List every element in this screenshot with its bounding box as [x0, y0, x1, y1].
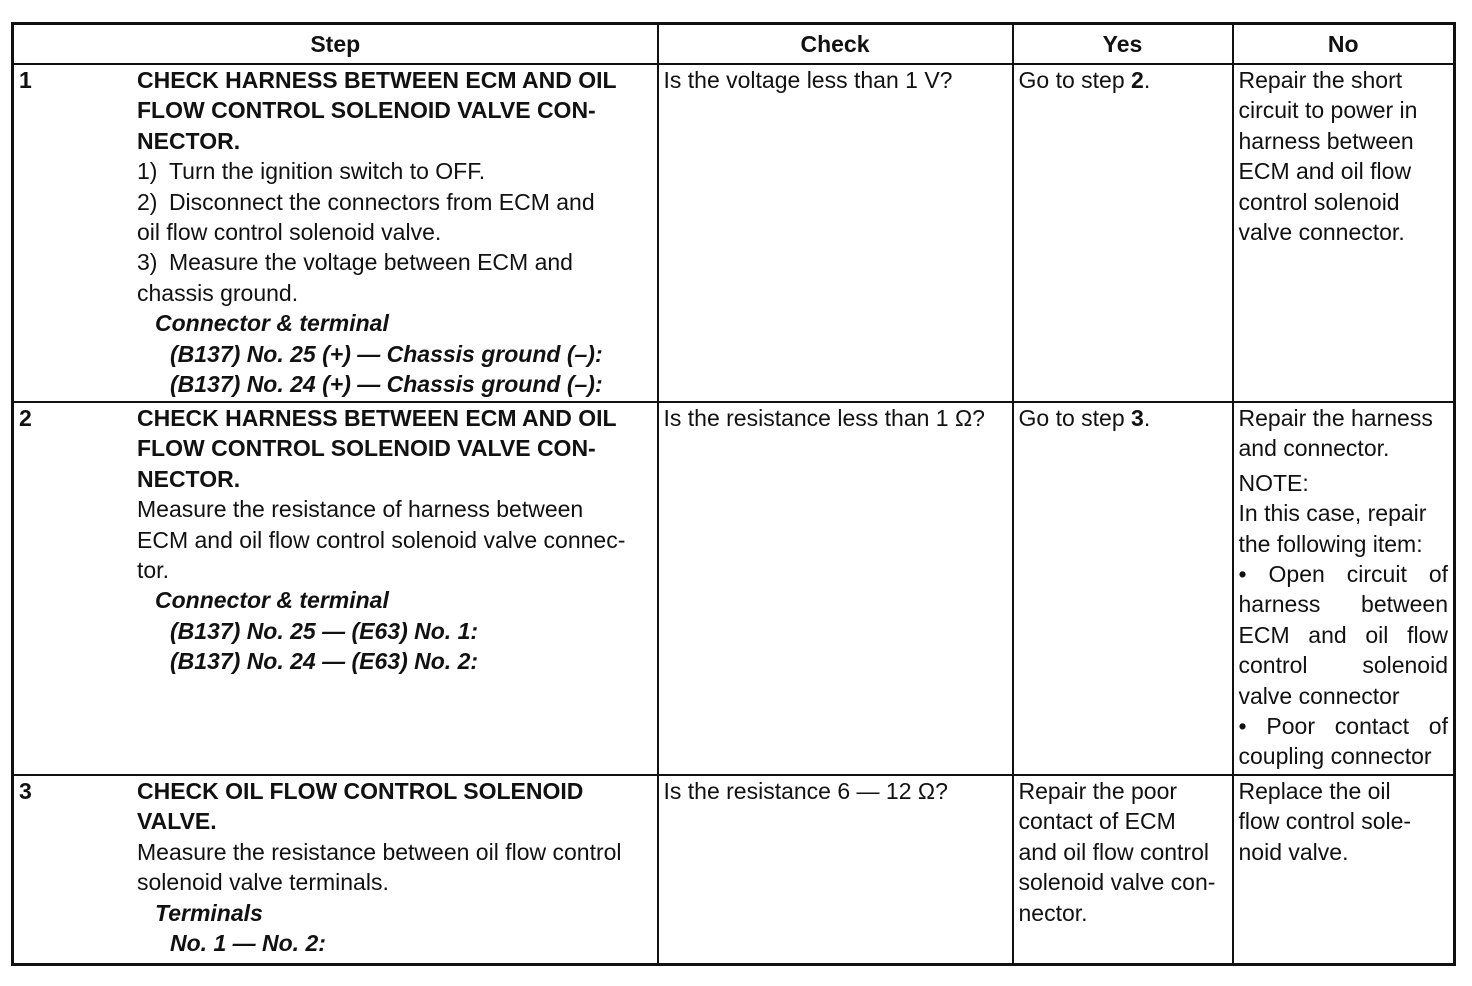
- no-line: Repair the short: [1238, 67, 1403, 93]
- table-row: [13, 775, 1455, 965]
- yes-line: nector.: [1018, 899, 1088, 926]
- header-no: No: [1233, 24, 1455, 65]
- yes-line: Repair the poor: [1018, 778, 1178, 804]
- check-cell: [658, 775, 1013, 965]
- step-title-line: FLOW CONTROL SOLENOID VALVE CON-: [137, 435, 596, 462]
- step-title-line: FLOW CONTROL SOLENOID VALVE CON-: [137, 97, 596, 124]
- step-cell: [13, 64, 658, 402]
- terminal-label: Connector & terminal: [155, 310, 389, 337]
- yes-cell: [1013, 775, 1233, 965]
- step-body-line: Measure the resistance of harness between: [137, 496, 584, 523]
- step-title-line: CHECK HARNESS BETWEEN ECM AND OIL: [137, 405, 617, 431]
- no-line: and connector.: [1238, 435, 1390, 462]
- note-line: coupling connector: [1238, 743, 1432, 770]
- table-row: [13, 402, 1455, 775]
- yes-cell: [1013, 64, 1233, 402]
- step-title-line: VALVE.: [137, 808, 217, 835]
- terminal-item: (B137) No. 24 (+) — Chassis ground (–):: [170, 371, 603, 398]
- no-line: ECM and oil flow: [1238, 158, 1412, 185]
- note-bullet: • Open circuit of: [1238, 561, 1448, 588]
- step-title-line: NECTOR.: [137, 127, 241, 154]
- step-number: 1: [19, 67, 32, 93]
- no-line: Replace the oil: [1238, 778, 1391, 804]
- step-number: 3: [19, 778, 32, 804]
- terminal-item: (B137) No. 24 — (E63) No. 2:: [170, 648, 479, 675]
- yes-text: Go to step: [1018, 67, 1132, 93]
- step-body-line: tor.: [137, 557, 169, 584]
- terminal-item: (B137) No. 25 — (E63) No. 1:: [170, 617, 479, 644]
- note-label: NOTE:: [1238, 469, 1309, 496]
- step-body-line: solenoid valve terminals.: [137, 869, 389, 896]
- note-line: valve connector: [1238, 682, 1400, 709]
- note-line: harness between: [1238, 591, 1448, 618]
- yes-line: and oil flow control: [1018, 838, 1209, 865]
- step-title-line: CHECK OIL FLOW CONTROL SOLENOID: [137, 778, 584, 804]
- step-body-line: 2) Disconnect the connectors from ECM and: [137, 188, 595, 215]
- yes-step-ref: 2: [1131, 67, 1144, 93]
- terminal-item: (B137) No. 25 (+) — Chassis ground (–):: [170, 340, 603, 367]
- check-cell: [658, 402, 1013, 775]
- no-line: Repair the harness: [1238, 405, 1433, 431]
- terminal-label: Connector & terminal: [155, 587, 389, 614]
- terminal-item: No. 1 — No. 2:: [170, 930, 326, 957]
- no-line: control solenoid: [1238, 188, 1400, 215]
- step-body-line: 3) Measure the voltage between ECM and: [137, 249, 573, 276]
- yes-text: Go to step: [1018, 405, 1132, 431]
- note-line: control solenoid: [1238, 652, 1448, 679]
- check-text: Is the resistance 6 — 12 Ω?: [663, 778, 948, 804]
- step-cell: [13, 775, 658, 965]
- step-body-line: chassis ground.: [137, 279, 299, 306]
- step-number: 2: [19, 405, 32, 431]
- header-row: [13, 24, 1455, 65]
- step-cell: [13, 402, 658, 775]
- header-check: Check: [658, 24, 1013, 65]
- yes-line: contact of ECM: [1018, 808, 1176, 835]
- yes-step-ref: 3: [1131, 405, 1144, 431]
- no-cell: [1233, 775, 1455, 965]
- step-body-line: ECM and oil flow control solenoid valve connec-: [137, 526, 626, 553]
- step-body-line: Measure the resistance between oil flow control: [137, 838, 622, 865]
- yes-line: solenoid valve con-: [1018, 869, 1216, 896]
- step-body-line: oil flow control solenoid valve.: [137, 219, 442, 246]
- no-line: valve connector.: [1238, 219, 1405, 246]
- no-line: harness between: [1238, 127, 1414, 154]
- yes-suffix: .: [1143, 405, 1151, 431]
- no-line: noid valve.: [1238, 838, 1349, 865]
- diagnostic-table: [11, 22, 1456, 966]
- header-step: Step: [13, 24, 658, 65]
- note-bullet: • Poor contact of: [1238, 713, 1448, 740]
- header-yes: Yes: [1013, 24, 1233, 65]
- step-title-line: CHECK HARNESS BETWEEN ECM AND OIL: [137, 67, 617, 93]
- yes-suffix: .: [1143, 67, 1151, 93]
- check-text: Is the voltage less than 1 V?: [663, 67, 953, 93]
- yes-cell: [1013, 402, 1233, 775]
- check-text: Is the resistance less than 1 Ω?: [663, 405, 985, 431]
- no-cell: [1233, 64, 1455, 402]
- note-line: the following item:: [1238, 530, 1423, 557]
- step-title-line: NECTOR.: [137, 465, 241, 492]
- no-line: circuit to power in: [1238, 97, 1418, 124]
- no-cell: [1233, 402, 1455, 775]
- note-line: ECM and oil flow: [1238, 621, 1448, 648]
- terminal-label: Terminals: [155, 899, 263, 926]
- note-line: In this case, repair: [1238, 500, 1427, 527]
- no-line: flow control sole-: [1238, 808, 1412, 835]
- check-cell: [658, 64, 1013, 402]
- step-body-line: 1) Turn the ignition switch to OFF.: [137, 158, 486, 185]
- table-row: [13, 64, 1455, 402]
